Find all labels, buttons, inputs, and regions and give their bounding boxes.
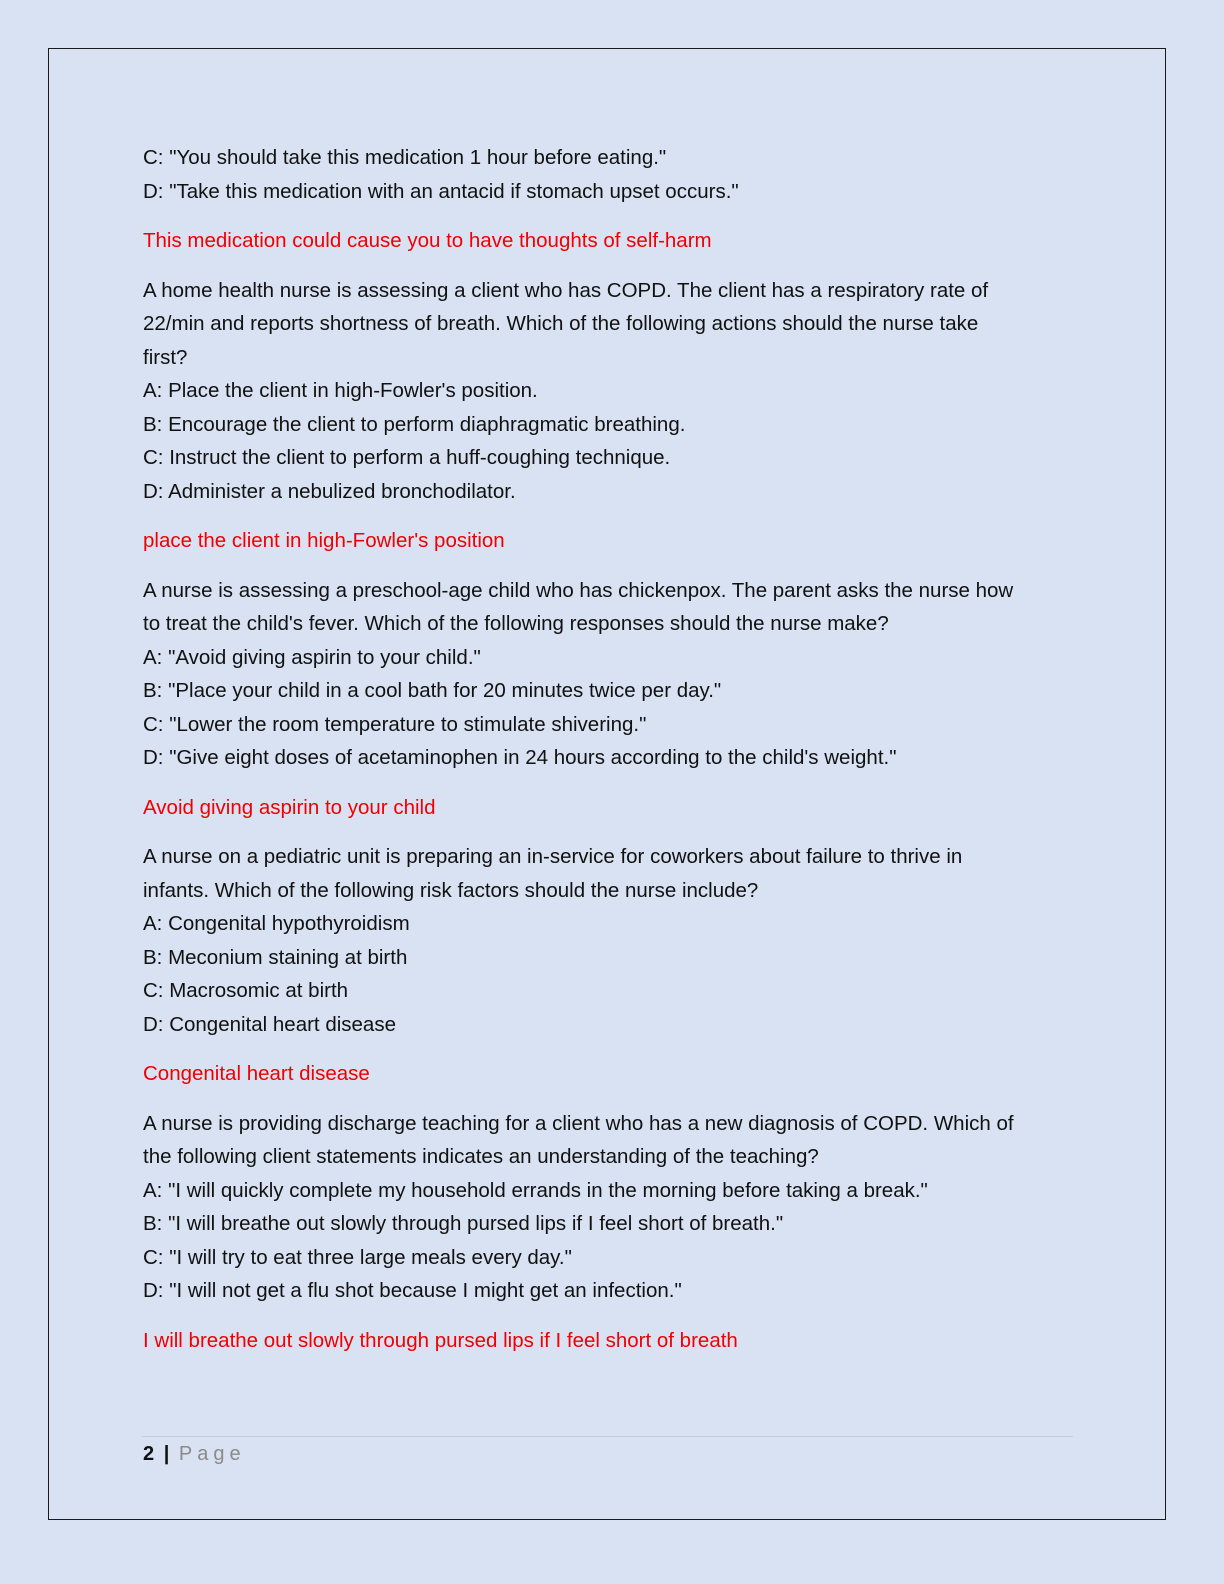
footer-separator: | (163, 1443, 170, 1465)
question-stem-line: infants. Which of the following risk factors should the nurse include? (143, 878, 759, 902)
page-content (143, 141, 1063, 1373)
option-line: B: "I will breathe out slowly through pursed lips if I feel short of breath." (143, 1212, 784, 1235)
option-line: B: Encourage the client to perform diaphragmatic breathing. (143, 412, 686, 436)
footer-divider (142, 1436, 1073, 1437)
question-block (143, 1107, 1063, 1308)
option-line: D: "Take this medication with an antacid if stomach upset occurs." (143, 179, 739, 203)
option-line: A: Place the client in high-Fowler's position. (143, 379, 538, 402)
option-line: C: "You should take this medication 1 hour before eating." (143, 146, 667, 169)
option-line: C: "I will try to eat three large meals every day." (143, 1245, 572, 1269)
option-line: D: "I will not get a flu shot because I might get an infection." (143, 1279, 682, 1302)
option-line: C: Instruct the client to perform a huff-coughing technique. (143, 446, 671, 469)
question-stem-line: A home health nurse is assessing a client who has COPD. The client has a respiratory rate of (143, 278, 989, 302)
page-number: 2 (143, 1443, 155, 1465)
option-line: D: "Give eight doses of acetaminophen in 24 hours according to the child's weight." (143, 746, 897, 769)
page-footer (143, 1438, 246, 1470)
question-stem-line: the following client statements indicates an understanding of the teaching? (143, 1145, 819, 1168)
option-line: A: "Avoid giving aspirin to your child." (143, 645, 481, 669)
option-line: B: "Place your child in a cool bath for 20 minutes twice per day." (143, 679, 722, 702)
answer-text: Avoid giving aspirin to your child (143, 795, 436, 819)
option-line: A: Congenital hypothyroidism (143, 912, 410, 935)
question-block (143, 574, 1063, 775)
answer-text: I will breathe out slowly through pursed lips if I feel short of breath (143, 1328, 738, 1352)
question-stem-line: A nurse is assessing a preschool-age child who has chickenpox. The parent asks the nurse how (143, 578, 1014, 602)
question-block (143, 840, 1063, 1041)
option-line: B: Meconium staining at birth (143, 945, 408, 969)
question-stem-line: A nurse is providing discharge teaching for a client who has a new diagnosis of COPD. Which of (143, 1111, 1014, 1135)
option-line: C: "Lower the room temperature to stimulate shivering." (143, 712, 647, 736)
question-block (143, 274, 1063, 509)
question-stem-line: 22/min and reports shortness of breath. Which of the following actions should the nurse take (143, 312, 979, 335)
question-stem-line: to treat the child's fever. Which of the following responses should the nurse make? (143, 612, 889, 635)
page-label: Page (178, 1443, 246, 1465)
question-stem-line: first? (143, 345, 188, 369)
question-stem-line: A nurse on a pediatric unit is preparing an in-service for coworkers about failure to thrive in (143, 845, 963, 868)
option-line: D: Administer a nebulized bronchodilator. (143, 479, 516, 503)
option-line: C: Macrosomic at birth (143, 979, 349, 1002)
answer-text: This medication could cause you to have thoughts of self-harm (143, 229, 712, 252)
option-line: A: "I will quickly complete my household errands in the morning before taking a break." (143, 1178, 928, 1202)
intro-continuation (143, 141, 1063, 208)
answer-text: Congenital heart disease (143, 1062, 370, 1085)
answer-text: place the client in high-Fowler's position (143, 529, 505, 552)
option-line: D: Congenital heart disease (143, 1012, 396, 1036)
